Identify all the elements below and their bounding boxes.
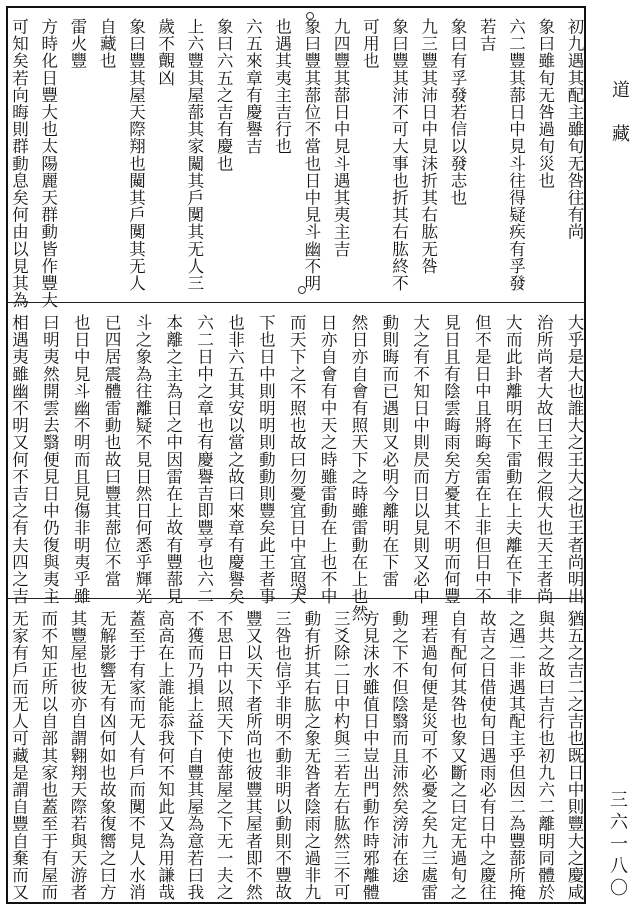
text-column: 而天下之不照也故曰勿憂宜日中宜照天 — [287, 314, 307, 605]
text-column: 三咎也信乎非明不動非明以動則不豐故 — [272, 610, 292, 901]
text-column: 上六豐其屋蔀其家闚其戶闃其无人三 — [184, 18, 204, 292]
text-column: 而不知正所以自部其家也蓋至于有屋而 — [38, 610, 58, 901]
text-column: 象曰豐其蔀位不當也日中見斗幽不明 — [301, 18, 321, 292]
text-column: 也非六五其安以當之故曰來章有慶譽矣 — [225, 314, 245, 605]
text-column: 象曰六五之吉有慶也 — [214, 18, 234, 172]
text-column: 猶五之吉二之吉也既日中則豐大之慶咸 — [564, 610, 584, 901]
text-column: 豐又以天下者所尚也彼豐其屋者即不然 — [243, 610, 263, 901]
text-column: 也日中見斗幽不明而且見傷非明夷乎雖 — [71, 314, 91, 605]
text-column: 日亦自會有中天之時雖雷動在上也不中 — [318, 314, 338, 605]
text-column: 方時化日豐大也太陽麗天群動皆作豐大 — [38, 18, 58, 309]
text-column: 蓋至于有家而无人有戶而闃不見人水消 — [126, 610, 146, 901]
text-column: 大而此卦離明在下雷動在上夫離在下非 — [503, 314, 523, 605]
text-column: 本離之主為日之中因雷在上故有豐蔀見 — [163, 314, 183, 605]
text-column: 歲不覿凶 — [155, 18, 175, 87]
text-column: 治所尚者大故曰王假之假大也天王者尚 — [534, 314, 554, 605]
text-column: 故吉之日借使旬日遇雨必有日中之慶往 — [477, 610, 497, 901]
text-column: 无家有戶而无人可藏是謂自豐自棄而又 — [9, 610, 29, 901]
text-column: 自藏也 — [97, 18, 117, 70]
text-column: 高高在上誰能忝我何不知此又為用謙哉 — [155, 610, 175, 901]
text-column: 之遇二非遇其配主乎但因二為豐蔀所掩 — [506, 610, 526, 901]
page-number: 三六一八〇 — [607, 790, 628, 900]
text-column: 象曰豐其沛不可大事也折其右肱終不 — [389, 18, 409, 292]
text-column: 但不是日中且將晦矣雷在上非但日中不 — [472, 314, 492, 605]
text-column: 可知矣若向晦則群動息矣何由以見其為 — [9, 18, 29, 309]
text-column: 大乎是大也誰大之王大之也王者尚明出 — [564, 314, 584, 605]
text-column: 斗之象為往離疑不見日然日何悉乎輝光 — [132, 314, 152, 605]
text-column: 可用也 — [360, 18, 380, 70]
text-column: 不思日中以照天下使蔀屋之下无一夫之 — [214, 610, 234, 901]
text-panel-bottom — [10, 602, 582, 900]
text-column: 已四居震體雷動也故曰豐其蔀位不當 — [102, 314, 122, 588]
text-column: 三爻除二日中杓與三若左右肱然三不可 — [331, 610, 351, 901]
text-column: 六二豐其蔀日中見斗往得疑疾有孚發 — [506, 18, 526, 292]
panel-divider-top — [6, 302, 586, 303]
text-column: 九四豐其蔀日中見斗遇其夷主吉 — [331, 18, 351, 258]
text-column: 无解影響无有凶何如也故象復嚮之曰方 — [97, 610, 117, 901]
text-column: 然日亦自會有照天下之時雖雷動在上也然 — [348, 314, 368, 622]
text-column: 大之有不知日中則昃而日以見則又必中 — [410, 314, 430, 605]
text-column: 六二日中之章也有慶譽吉即豐亨也六二 — [194, 314, 214, 605]
text-column: 不獲而乃損上益下自豐其屋為意若曰我 — [184, 610, 204, 901]
text-panel-middle — [9, 306, 584, 622]
text-panel-top — [9, 10, 584, 309]
text-column: 方見沬水雖值日中豈出門動作時邪離體 — [360, 610, 380, 901]
text-column: 雷火豐 — [67, 18, 87, 70]
text-column: 象曰有孚發若信以發志也 — [448, 18, 468, 207]
side-label: 道藏 — [609, 80, 630, 168]
text-column: 象曰雖旬无咎過旬災也 — [535, 18, 555, 189]
text-column: 相遇夷雖幽不明又何不吉之有夫四之吉 — [9, 314, 29, 605]
text-column: 曰明夷然開雲去翳便見日中仍復與夷主 — [40, 314, 60, 605]
text-column: 也遇其夷主吉行也 — [272, 18, 292, 155]
text-column: 自有配何其咎也象又斷之曰定无過旬之 — [448, 610, 468, 901]
punctuation-circle — [306, 12, 314, 20]
text-column: 見日且有陰雲晦雨矣方憂其不明而何豐 — [441, 314, 461, 605]
punctuation-circle — [298, 286, 306, 294]
text-column: 與共之故曰吉行也初九六二離明同體於 — [535, 610, 555, 901]
text-column: 六五來章有慶譽吉 — [243, 18, 263, 155]
text-column: 九三豐其沛日中見沬折其右肱无咎 — [418, 18, 438, 275]
text-column: 初九遇其配主雖旬无咎往有尚 — [564, 18, 584, 241]
text-column: 理若過旬便是災可不必憂之矣九三處雷 — [418, 610, 438, 901]
text-column: 動之下不但陰翳而且沛然矣滂沛在途 — [389, 610, 409, 884]
text-column: 若吉 — [477, 18, 497, 53]
punctuation-circle — [298, 586, 306, 594]
text-column: 動則晦而已遇則又必明今離明在下雷 — [379, 314, 399, 588]
text-column: 動有折其右肱之象无咎者陰雨之過非九 — [301, 610, 321, 901]
text-column: 其豐屋也彼亦自謂翱翔天際若與天游者 — [67, 610, 87, 901]
text-column: 象曰豐其屋天際翔也闚其戶闃其无人 — [126, 18, 146, 292]
text-column: 下也日中則明明則動動則豐矣此王者事 — [256, 314, 276, 605]
